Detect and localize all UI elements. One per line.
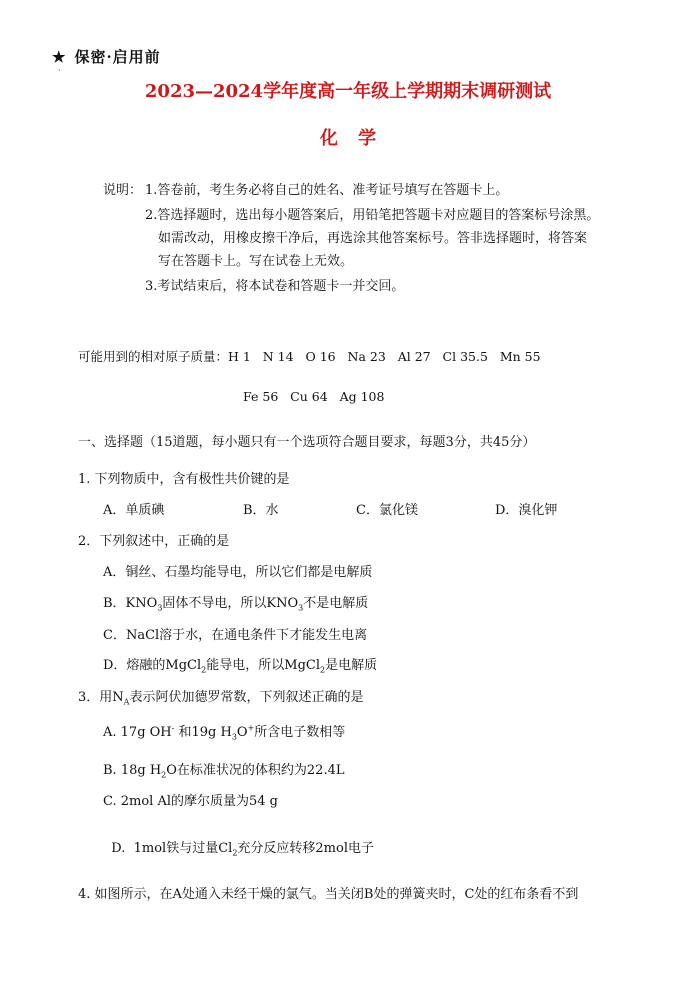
atomic-masses-line-1: 可能用到的相对原子质量：H 1 N 14 O 16 Na 23 Al 27 Cl 35.5 Mn 55 xyxy=(78,349,541,364)
confidential-mark xyxy=(52,46,161,67)
q1-option-b: B．水 xyxy=(243,503,279,518)
q1-option-c: C．氯化镁 xyxy=(356,503,418,518)
question-1-stem: 1. 下列物质中，含有极性共价键的是 xyxy=(78,472,290,487)
q3-option-b: B. 18g $H_2O$在标准状况的体积约为22.4L xyxy=(103,763,345,780)
q2-option-c: C．NaCl溶于水，在通电条件下才能发生电离 xyxy=(103,628,368,643)
instruction-2-line-2: 如需改动，用橡皮擦干净后，再选涂其他答案标号。答非选择题时，将答案 xyxy=(158,231,588,246)
star-icon: ★ xyxy=(52,48,67,66)
question-3-stem: 3．用$N_A$表示阿伏加德罗常数，下列叙述正确的是 xyxy=(78,690,364,707)
instruction-2-line-1: 2.答选择题时，选出每小题答案后，用铅笔把答题卡对应题目的答案标号涂黑。 xyxy=(145,208,600,223)
section-heading: 一、选择题（15道题，每小题只有一个选项符合题目要求，每题3分，共45分） xyxy=(78,435,536,450)
q1-option-d: D．溴化钾 xyxy=(495,503,558,518)
q3-option-d: D. 1mol铁与过量$Cl_2$充分反应转移2mol电子 xyxy=(111,841,374,858)
header-dot: · xyxy=(58,66,61,75)
atomic-masses-line-2: Fe 56 Cu 64 Ag 108 xyxy=(243,389,385,404)
instructions-label: 说明： xyxy=(103,183,143,198)
confidential-text: 保密·启用前 xyxy=(74,48,161,66)
q2-option-b: B．$KNO_3$固体不导电，所以$KNO_3$不是电解质 xyxy=(103,596,369,613)
exam-subject: 化 学 xyxy=(319,128,377,149)
instruction-1: 1.答卷前，考生务必将自己的姓名、准考证号填写在答题卡上。 xyxy=(145,183,509,198)
q2-option-d: D．熔融的MgCl$_2$能导电，所以MgCl$_2$是电解质 xyxy=(103,658,378,675)
q3-option-a: A. 17g OH- 和19g $H_3O^+$所含电子数相等 xyxy=(103,723,346,742)
q1-option-a: A．单质碘 xyxy=(103,503,165,518)
q2-option-a: A．铜丝、石墨均能导电，所以它们都是电解质 xyxy=(103,565,373,580)
exam-title: 2023—2024学年度高一年级上学期期末调研测试 xyxy=(144,81,552,102)
question-2-stem: 2．下列叙述中，正确的是 xyxy=(78,534,230,549)
instruction-3: 3.考试结束后，将本试卷和答题卡一并交回。 xyxy=(145,279,405,294)
instruction-2-line-3: 写在答题卡上。写在试卷上无效。 xyxy=(158,254,354,269)
question-4-stem: 4. 如图所示，在A处通入未经干燥的氯气。当关闭B处的弹簧夹时，C处的红布条看不到 xyxy=(78,887,579,902)
q3-option-c: C. 2mol Al的摩尔质量为54 g xyxy=(103,794,279,809)
